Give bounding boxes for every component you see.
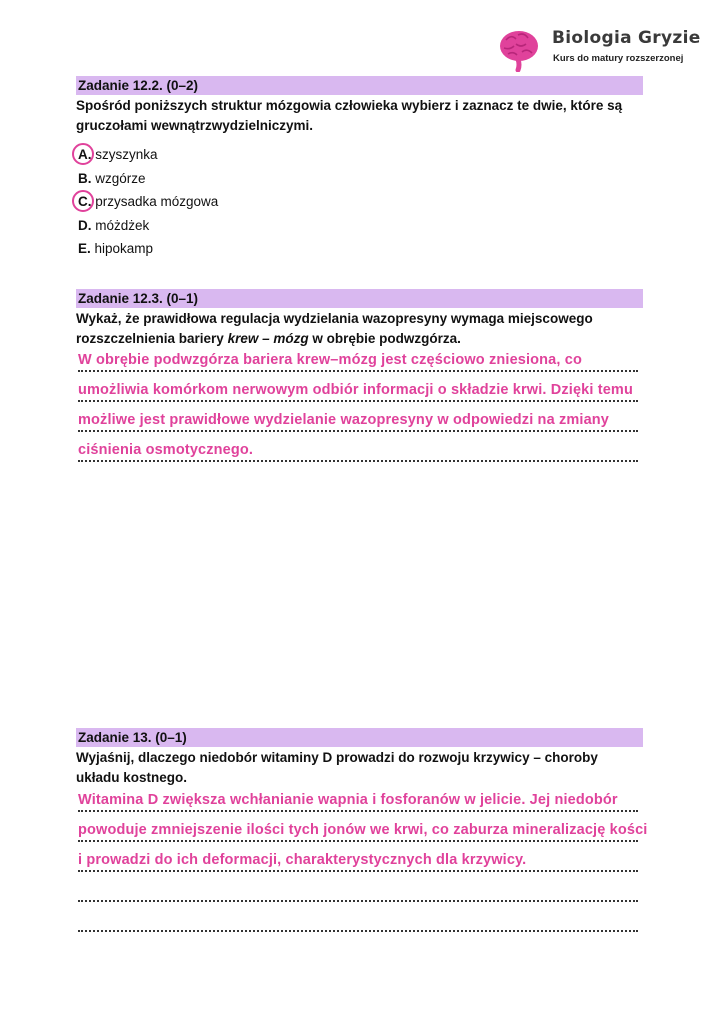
answer-line[interactable] <box>78 375 638 405</box>
answer-text: i prowadzi do ich deformacji, charakterystycznych dla krzywicy. <box>78 852 527 868</box>
answer-text: umożliwia komórkom nerwowym odbiór informacji o składzie krwi. Dzięki temu <box>78 382 633 398</box>
option-c[interactable] <box>78 192 218 216</box>
answer-line[interactable] <box>78 435 638 465</box>
answer-line[interactable] <box>78 905 638 935</box>
brand-logo <box>496 26 706 74</box>
task-12-3 <box>76 289 643 349</box>
options-list <box>78 145 218 263</box>
brand-title: Biologia Gryzie <box>552 28 701 48</box>
answer-line[interactable] <box>78 815 648 845</box>
answer-text: możliwe jest prawidłowe wydzielanie wazopresyny w odpowiedzi na zmiany <box>78 412 610 428</box>
task-question: Wyjaśnij, dlaczego niedobór witaminy D prowadzi do rozwoju krzywicy – choroby układu kostnego. <box>76 750 598 785</box>
answer-text: W obrębie podwzgórza bariera krew–mózg jest częściowo zniesiona, co <box>78 352 582 368</box>
selected-circle-icon <box>72 143 94 165</box>
task-13 <box>76 728 643 788</box>
option-b[interactable] <box>78 169 218 193</box>
task-header: Zadanie 12.2. (0–2) <box>76 76 643 95</box>
brand-subtitle: Kurs do matury rozszerzonej <box>553 53 684 64</box>
option-letter: E. <box>78 241 91 256</box>
answer-line[interactable] <box>78 345 638 375</box>
answer-text: ciśnienia osmotycznego. <box>78 442 254 458</box>
answer-line[interactable] <box>78 845 638 875</box>
option-e[interactable] <box>78 239 218 263</box>
task-header: Zadanie 13. (0–1) <box>76 728 643 747</box>
task-question: Spośród poniższych struktur mózgowia człowieka wybierz i zaznacz te dwie, które są gruczołami wewnątrzwydzielniczymi. <box>76 98 623 133</box>
brain-icon <box>496 26 542 72</box>
selected-circle-icon <box>72 190 94 212</box>
option-text: wzgórze <box>91 170 146 186</box>
answer-text: Witamina D zwiększa wchłanianie wapnia i fosforanów w jelicie. Jej niedobór <box>78 792 618 808</box>
option-d[interactable] <box>78 216 218 240</box>
task-12-2 <box>76 76 643 136</box>
option-letter: D. <box>78 217 92 233</box>
option-letter: A. <box>78 147 92 162</box>
task-header: Zadanie 12.3. (0–1) <box>76 289 643 308</box>
option-text: przysadka mózgowa <box>91 194 219 209</box>
task-question: Wykaż, że prawidłowa regulacja wydzielania wazopresyny wymaga miejscowego rozszczelnienia bariery krew – mózg w obrębie podwzgórza. <box>76 311 593 346</box>
answer-area-12-3[interactable] <box>78 345 638 465</box>
option-text: hipokamp <box>90 241 154 256</box>
answer-line[interactable] <box>78 875 638 905</box>
answer-line[interactable] <box>78 405 638 435</box>
option-text: szyszynka <box>91 147 158 162</box>
option-letter: B. <box>78 170 92 186</box>
option-letter: C. <box>78 194 92 209</box>
answer-line[interactable] <box>78 785 638 815</box>
option-a[interactable] <box>78 145 218 169</box>
answer-text: powoduje zmniejszenie ilości tych jonów we krwi, co zaburza mineralizację kości <box>78 822 648 838</box>
option-text: móżdżek <box>91 217 150 233</box>
answer-area-13[interactable] <box>78 785 648 935</box>
